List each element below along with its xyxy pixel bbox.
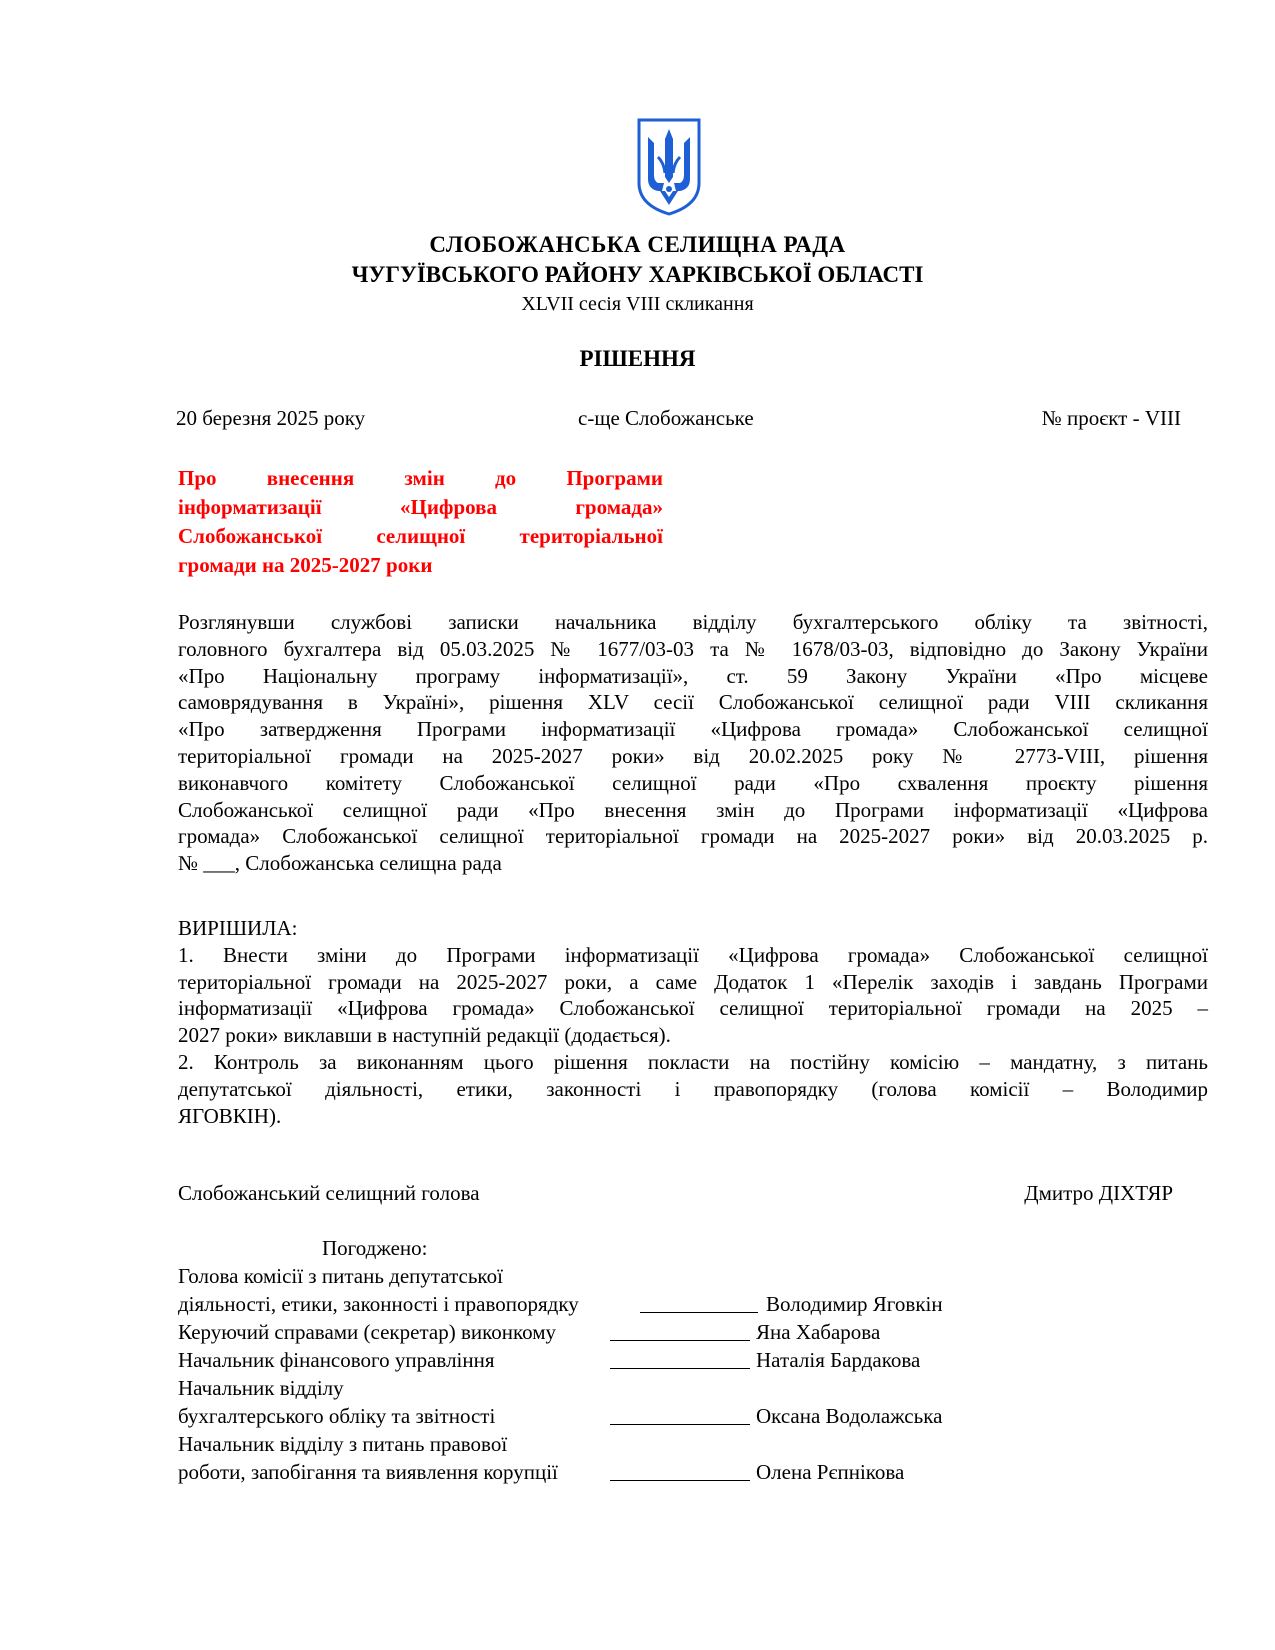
approval-position: роботи, запобігання та виявлення корупції [178,1460,558,1484]
approval-row [178,1290,1078,1318]
signatory-name: Дмитро ДІХТЯР [1024,1181,1173,1205]
approver-name: Володимир Яговкін [766,1292,943,1316]
decision-section [178,915,1208,1129]
approval-position: Начальник фінансового управління [178,1348,495,1372]
preamble-line: «Про затвердження Програми інформатизації «Цифрова громада» Слобожанської селищної [178,717,1208,742]
signature-blank [610,1458,750,1481]
approval-position: Керуючий справами (секретар) виконкому [178,1320,557,1344]
signature-blank [610,1402,750,1425]
signature-blank [640,1290,758,1313]
session-title: XLVІІ сесія VІІІ скликання [521,293,754,315]
decision-subject [178,464,663,580]
approval-row [178,1262,1078,1290]
approvals-list [178,1262,1078,1486]
subject-line: громади на 2025-2027 роки [178,553,433,577]
subject-line: інформатизації «Цифрова громада» [178,495,663,519]
approver-name: Яна Хабарова [756,1320,881,1344]
approval-position: Голова комісії з питань депутатської [178,1264,503,1288]
document-date: 20 березня 2025 року [176,406,366,430]
preamble-paragraph [178,609,1208,877]
preamble-line: Розглянувши службові записки начальника відділу бухгалтерського обліку та звітності, [178,610,1208,634]
document-number: № проєкт - VIІІ [1041,406,1181,430]
signature-blank [610,1346,750,1369]
approver-name: Оксана Водолажська [756,1404,943,1428]
decision-item-1-line: 1. Внести зміни до Програми інформатизації «Цифрова громада» Слобожанської селищної [178,942,1208,967]
decision-heading: ВИРІШИЛА: [178,916,298,940]
signature-blank [610,1318,750,1341]
approval-position: Начальник відділу [178,1376,344,1400]
subject-line: Слобожанської селищної територіальної [178,524,663,548]
approval-position: діяльності, етики, законності і правопорядку [178,1292,579,1316]
signature-row [178,1180,1173,1206]
preamble-line: «Про Національну програму інформатизації», ст. 59 Закону України «Про місцеве [178,663,1208,688]
district-title: ЧУГУЇВСЬКОГО РАЙОНУ ХАРКІВСЬКОЇ ОБЛАСТІ [351,262,924,287]
subject-line: Про внесення змін до Програми [178,466,663,490]
preamble-line: головного бухгалтера від 05.03.2025 № 1677/03-03 та № 1678/03-03, відповідно до Закону України [178,636,1208,661]
preamble-line: громада» Слобожанської селищної територіальної громади на 2025-2027 роки» від 20.03.2025 р. [178,824,1208,849]
approval-row [178,1374,1078,1402]
approval-row [178,1318,1078,1346]
decision-item-1-line: інформатизації «Цифрова громада» Слобожанської селищної територіальної громади на 2025 – [178,996,1208,1021]
document-place: с-ще Слобожанське [578,406,754,430]
decision-item-2-line: ЯГОВКІН). [178,1103,282,1128]
preamble-line: виконавчого комітету Слобожанської селищної ради «Про схвалення проєкту рішення [178,770,1208,795]
decision-item-2-line: 2. Контроль за виконанням цього рішення покласти на постійну комісію – мандатну, з питань [178,1049,1208,1074]
preamble-line: Слобожанської селищної ради «Про внесення змін до Програми інформатизації «Цифрова [178,797,1208,822]
approvals-heading: Погоджено: [322,1236,428,1260]
decision-item-1-line: 2027 роки» виклавши в наступній редакції (додається). [178,1023,671,1048]
approval-position: Начальник відділу з питань правової [178,1432,508,1456]
decision-item-2-line: депутатської діяльності, етики, законності і правопорядку (голова комісії – Володимир [178,1076,1208,1101]
signatory-position: Слобожанський селищний голова [178,1181,480,1205]
approver-name: Наталія Бардакова [756,1348,921,1372]
approver-name: Олена Рєпнікова [756,1460,905,1484]
document-meta [176,405,1181,431]
document-type-title: РІШЕННЯ [579,346,696,371]
preamble-line: самоврядування в Україні», рішення XLV сесії Слобожанської селищної ради VІІІ скликання [178,690,1208,715]
decision-item-1-line: територіальної громади на 2025-2027 роки, а саме Додаток 1 «Перелік заходів і завдань Програми [178,969,1208,994]
approval-row [178,1458,1078,1486]
council-title: СЛОБОЖАНСЬКА СЕЛИЩНА РАДА [429,232,846,257]
preamble-line: територіальної громади на 2025-2027 роки» від 20.02.2025 року № 2773-VІІІ, рішення [178,743,1208,768]
approval-row [178,1346,1078,1374]
tryzub-emblem-icon [636,117,702,217]
approval-row [178,1402,1078,1430]
approval-position: бухгалтерського обліку та звітності [178,1404,496,1428]
approval-row [178,1430,1078,1458]
preamble-line: № ___, Слобожанська селищна рада [178,851,502,876]
